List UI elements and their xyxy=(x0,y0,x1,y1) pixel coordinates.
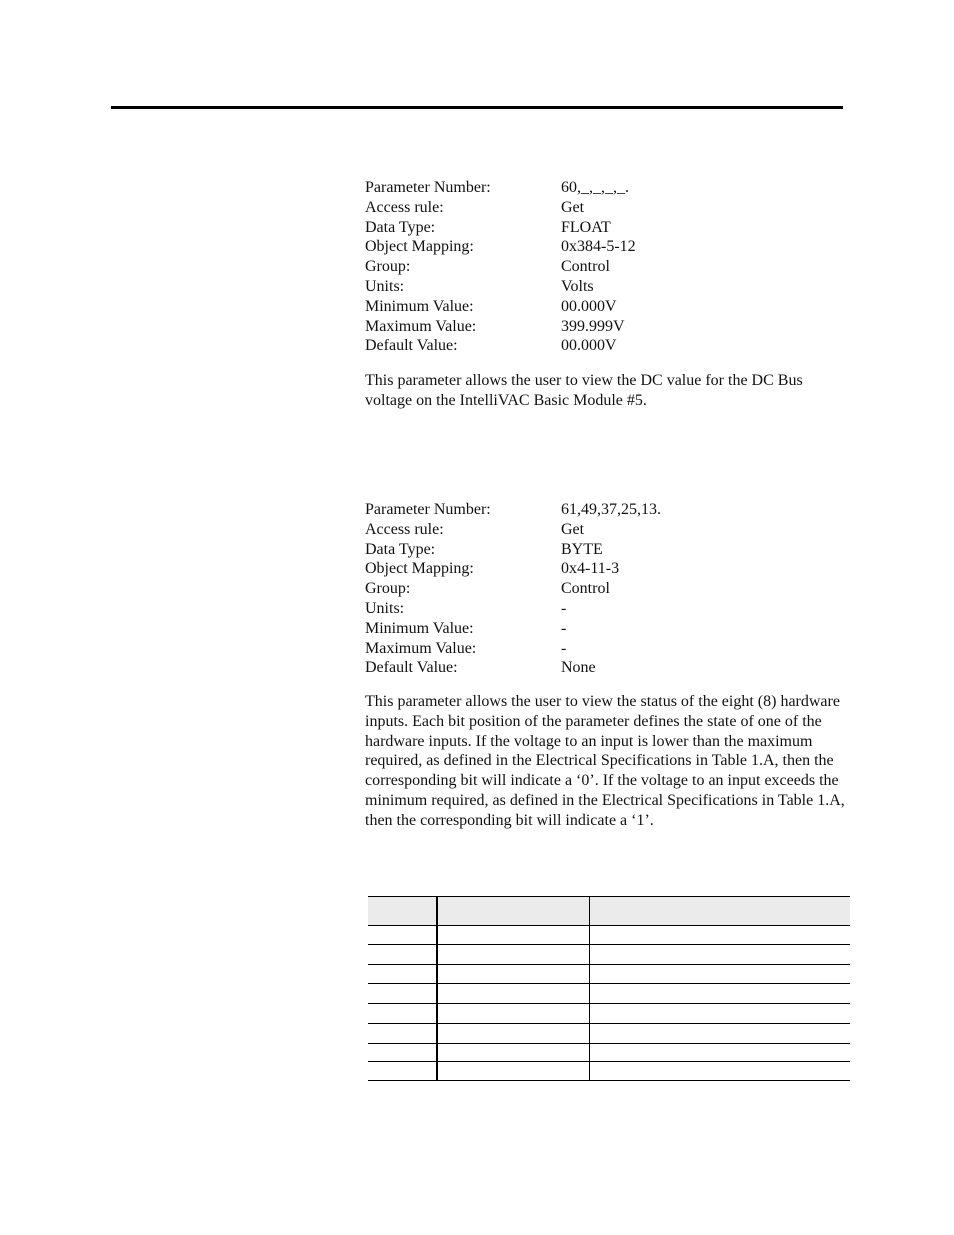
param-value: 00.000V xyxy=(561,337,617,355)
param-label: Group: xyxy=(365,580,411,598)
param-label: Maximum Value: xyxy=(365,639,477,657)
param-row xyxy=(365,277,685,297)
param-row xyxy=(365,520,685,540)
param-value: 0x384-5-12 xyxy=(561,238,636,256)
param-value: FLOAT xyxy=(561,218,611,236)
param-label: Parameter Number: xyxy=(365,501,491,518)
param-label: Data Type: xyxy=(365,540,436,558)
param-row xyxy=(365,317,685,337)
param-label: Maximum Value: xyxy=(365,317,477,335)
param-label: Default Value: xyxy=(365,337,458,355)
param-row xyxy=(365,559,685,579)
param-value: 00.000V xyxy=(561,297,617,315)
param-row xyxy=(365,540,685,560)
param-value: - xyxy=(561,639,567,657)
param-row xyxy=(365,579,685,599)
param-row xyxy=(365,658,685,678)
table-row-divider xyxy=(368,944,850,945)
param-value: 0x4-11-3 xyxy=(561,560,620,578)
param-row xyxy=(365,599,685,619)
table-row-divider xyxy=(368,1061,850,1062)
param-value: 61,49,37,25,13. xyxy=(561,501,661,518)
param-value: 399.999V xyxy=(561,317,625,335)
param-row xyxy=(365,178,685,198)
param-label: Units: xyxy=(365,599,405,617)
bit-table xyxy=(368,896,850,1081)
param-label: Default Value: xyxy=(365,659,458,677)
param-value: Volts xyxy=(561,277,594,295)
param-label: Object Mapping: xyxy=(365,560,474,578)
param-row xyxy=(365,198,685,218)
table-row-divider xyxy=(368,1023,850,1024)
table-bottom-border xyxy=(368,1080,850,1081)
param-value: Get xyxy=(561,520,585,538)
table-column-divider xyxy=(589,896,590,1081)
param-row xyxy=(365,500,685,520)
param-value: None xyxy=(561,659,596,677)
param-label: Units: xyxy=(365,277,405,295)
param-value: Control xyxy=(561,258,610,276)
param-label: Data Type: xyxy=(365,218,436,236)
param-row xyxy=(365,218,685,238)
table-column-divider xyxy=(436,896,438,1081)
param-row xyxy=(365,639,685,659)
param-value: 60,_,_,_,_. xyxy=(561,179,629,196)
param-value: Get xyxy=(561,198,585,216)
table-header xyxy=(368,896,850,926)
param-label: Object Mapping: xyxy=(365,238,474,256)
param-label: Access rule: xyxy=(365,520,444,538)
param-label: Access rule: xyxy=(365,198,444,216)
param-row xyxy=(365,619,685,639)
table-row-divider xyxy=(368,1043,850,1044)
table-row-divider xyxy=(368,1003,850,1004)
header-rule xyxy=(111,106,843,109)
param-row xyxy=(365,257,685,277)
param-row xyxy=(365,297,685,317)
table-row-divider xyxy=(368,983,850,984)
param-value: - xyxy=(561,619,567,637)
table-row-divider xyxy=(368,964,850,965)
param-value: BYTE xyxy=(561,540,603,558)
param-block-2 xyxy=(365,500,685,678)
param-value: Control xyxy=(561,580,610,598)
param-label: Minimum Value: xyxy=(365,619,474,637)
param-row xyxy=(365,336,685,356)
param-block-1 xyxy=(365,178,685,356)
param-value: - xyxy=(561,599,567,617)
param-label: Minimum Value: xyxy=(365,297,474,315)
param-description: This parameter allows the user to view the status of the eight (8) hardware inputs. Each bit position of the parameter defines the state of one of the hardware inputs. If the voltage to an input is lower than the maximum required, as defined in the Electrical Specifications in Table 1.A, then the corresponding bit will indicate a ‘0’. If the voltage to an input exceeds the minimum required, as defined in the Electrical Specifications in Table 1.A, then the corresponding bit will indicate a ‘1’. xyxy=(365,693,845,829)
param-description: This parameter allows the user to view the DC value for the DC Bus voltage on the IntelliVAC Basic Module #5. xyxy=(365,372,803,409)
param-label: Parameter Number: xyxy=(365,179,491,196)
param-label: Group: xyxy=(365,258,411,276)
param-row xyxy=(365,237,685,257)
